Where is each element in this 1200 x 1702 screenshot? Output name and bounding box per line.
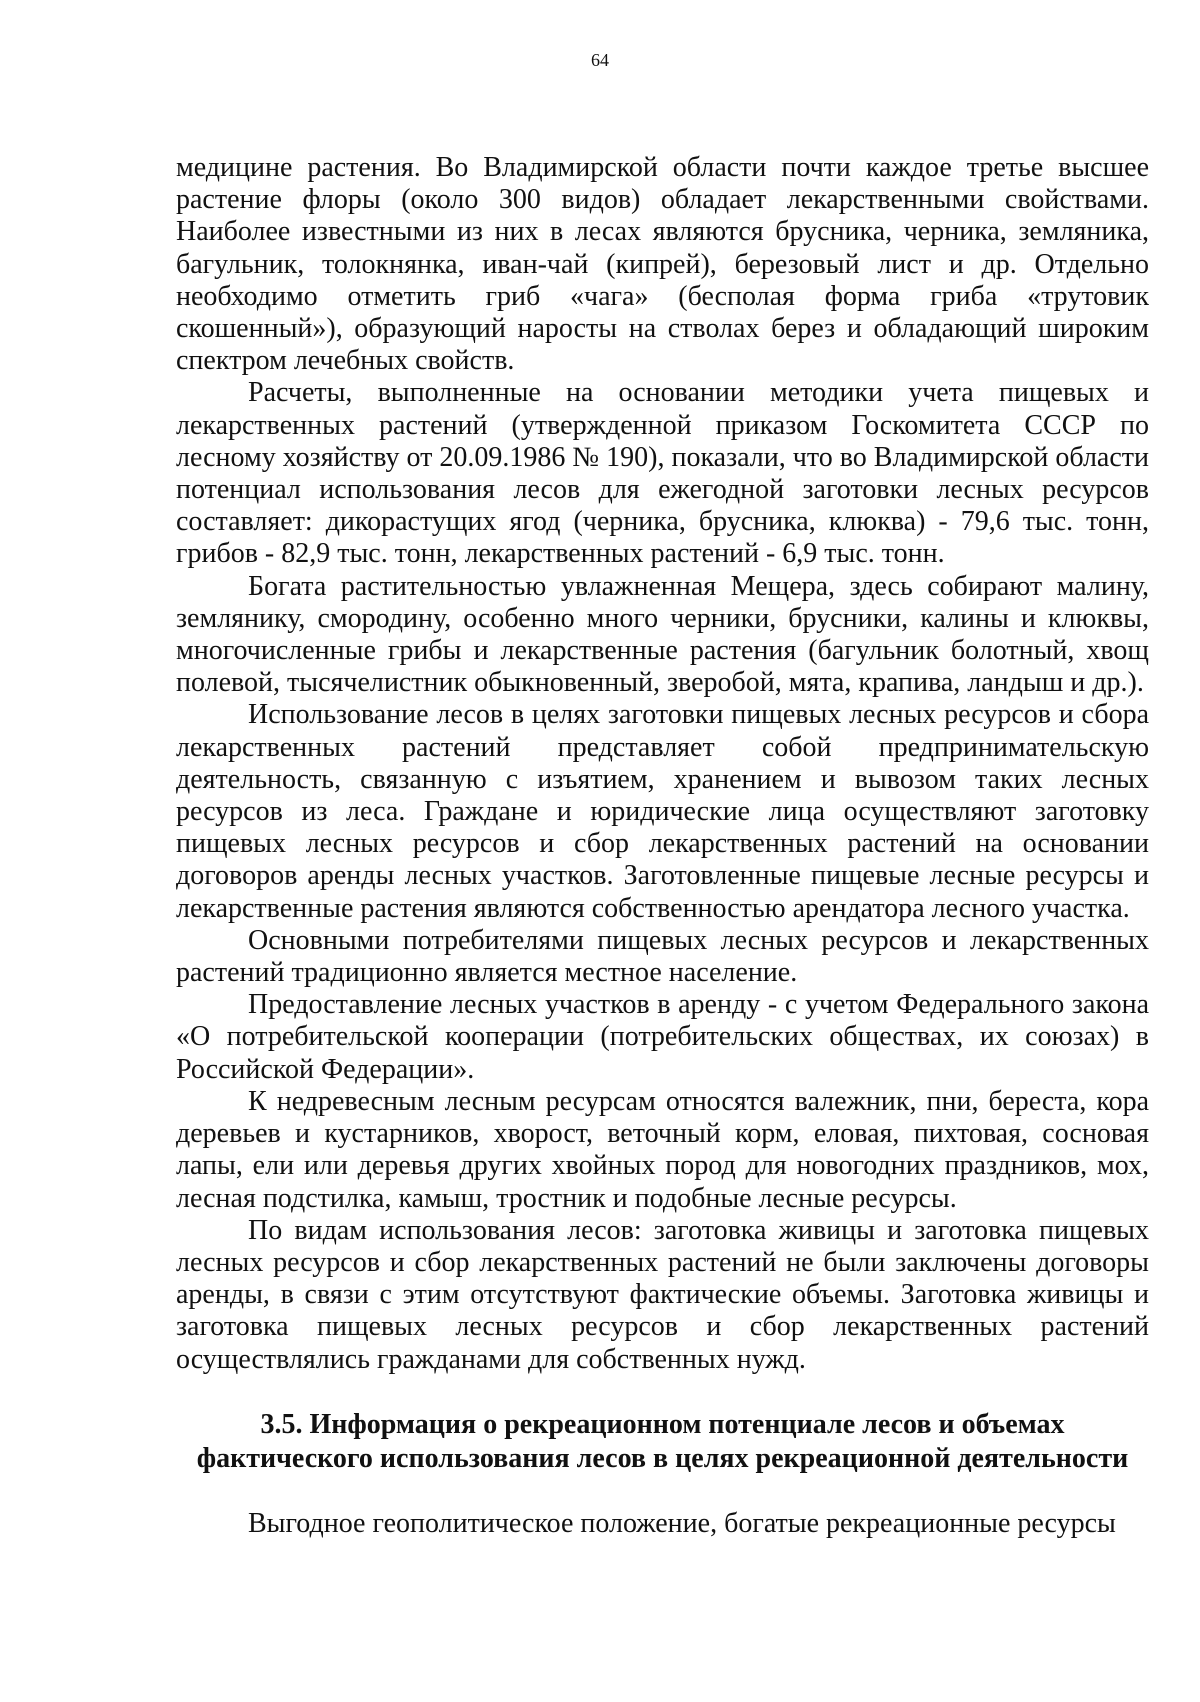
paragraph-use-types: По видам использования лесов: заготовка живицы и заготовка пищевых лесных ресурсов и сбор лекарственных растений не были заключены договоры аренды, в связи с этим отсутствуют фактические объемы. Заготовка живицы и заготовка пищевых лесных ресурсов и сбор лекарственных растений осуществлялись гражданами для собственных нужд. [176,1214,1149,1375]
document-body [176,152,1149,1540]
paragraph-non-timber-resources: К недревесным лесным ресурсам относятся валежник, пни, береста, кора деревьев и кустарников, хворост, веточный корм, еловая, пихтовая, сосновая лапы, ели или деревья других хвойных пород для новогодних праздников, мох, лесная подстилка, камыш, тростник и подобные лесные ресурсы. [176,1085,1149,1214]
paragraph-medicinal-plants: медицине растения. Во Владимирской области почти каждое третье высшее растение флоры (около 300 видов) обладает лекарственными свойствами. Наиболее известными из них в лесах являются брусника, черника, земляника, багульник, толокнянка, иван-чай (кипрей), березовый лист и др. Отдельно необходимо отметить гриб «чага» (бесполая форма гриба «трутовик скошенный»), образующий наросты на стволах берез и обладающий широким спектром лечебных свойств. [176,152,1149,377]
paragraph-meshchera: Богата растительностью увлажненная Мещера, здесь собирают малину, землянику, смородину, особенно много черники, брусники, калины и клюквы, многочисленные грибы и лекарственные растения (багульник болотный, хвощ полевой, тысячелистник обыкновенный, зверобой, мята, крапива, ландыш и др.). [176,570,1149,699]
paragraph-lease: Предоставление лесных участков в аренду - с учетом Федерального закона «О потребительской кооперации (потребительских обществах, их союзах) в Российской Федерации». [176,989,1149,1085]
section-heading [176,1408,1149,1476]
paragraph-forest-use: Использование лесов в целях заготовки пищевых лесных ресурсов и сбора лекарственных растений представляет собой предпринимательскую деятельность, связанную с изъятием, хранением и вывозом таких лесных ресурсов из леса. Граждане и юридические лица осуществляют заготовку пищевых лесных ресурсов и сбор лекарственных растений на основании договоров аренды лесных участков. Заготовленные пищевые лесные ресурсы и лекарственные растения являются собственностью арендатора лесного участка. [176,699,1149,924]
paragraph-recreation-intro: Выгодное геополитическое положение, богатые рекреационные ресурсы [248,1507,1116,1539]
section-heading-line-2: фактического использования лесов в целях рекреационной деятельности [196,1442,1129,1474]
page-number: 64 [591,50,609,70]
paragraph-consumers: Основными потребителями пищевых лесных ресурсов и лекарственных растений традиционно является местное население. [176,924,1149,989]
paragraph-resource-calculations: Расчеты, выполненные на основании методики учета пищевых и лекарственных растений (утвержденной приказом Госкомитета СССР по лесному хозяйству от 20.09.1986 № 190), показали, что во Владимирской области потенциал использования лесов для ежегодной заготовки лесных ресурсов составляет: дикорастущих ягод (черника, брусника, клюква) - 79,6 тыс. тонн, грибов - 82,9 тыс. тонн, лекарственных растений - 6,9 тыс. тонн. [176,377,1149,570]
section-heading-line-1: 3.5. Информация о рекреационном потенциале лесов и объемах [260,1408,1065,1440]
